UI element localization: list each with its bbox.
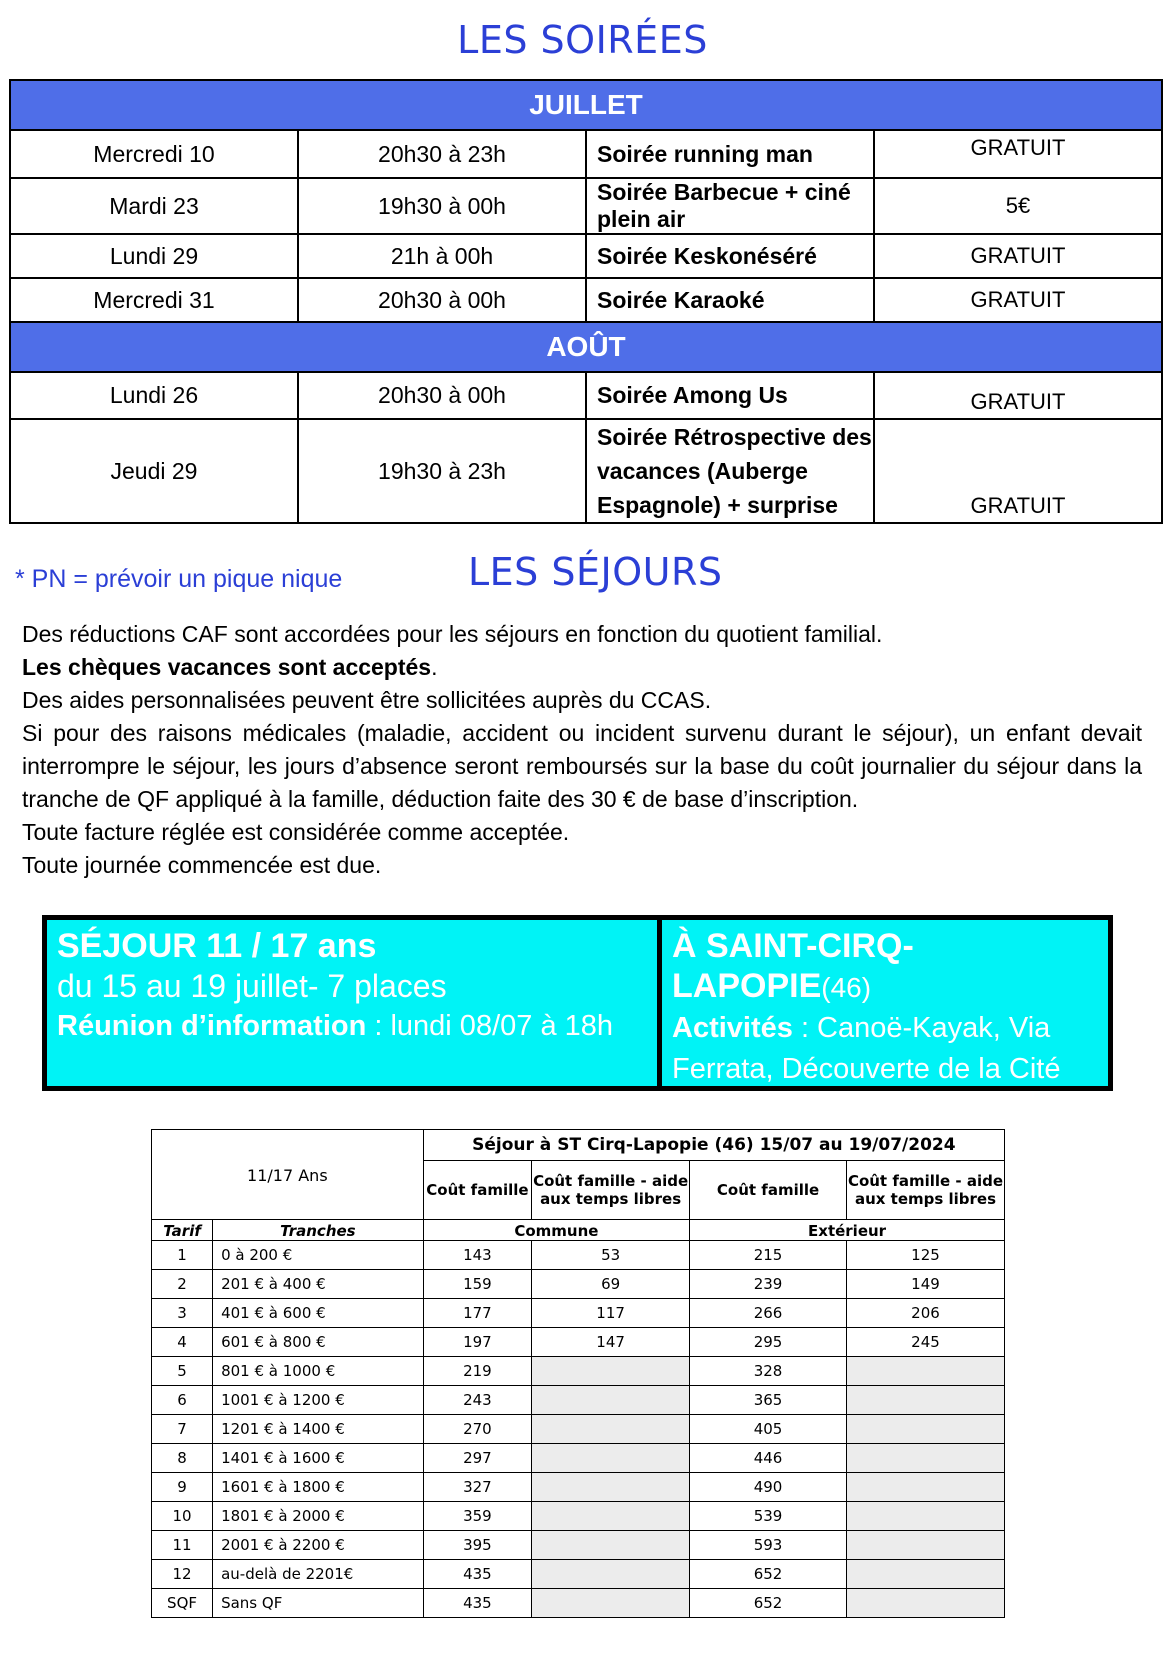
tarif-num: 2 [152,1270,213,1299]
aide-commune [532,1415,690,1444]
soiree-activity: Soirée Karaoké [586,278,874,322]
activities-value: : Canoë-Kayak, Via Ferrata, Découverte de la Cité Médiévale [672,1012,1061,1126]
soiree-activity: Soirée running man [586,130,874,178]
tarif-num: SQF [152,1589,213,1618]
cout-commune: 177 [423,1299,531,1328]
cout-exterieur: 215 [690,1241,847,1270]
tarif-tranche: 1801 € à 2000 € [213,1502,424,1531]
aide-commune: 147 [532,1328,690,1357]
head-exterieur: Extérieur [690,1220,1005,1241]
tarif-row [152,1502,1005,1531]
tarif-row [152,1270,1005,1299]
soiree-row [10,419,1162,523]
aide-exterieur: 125 [847,1241,1005,1270]
pn-note: * PN = prévoir un pique nique [15,565,343,593]
tarif-tranche: 1001 € à 1200 € [213,1386,424,1415]
tarif-num: 11 [152,1531,213,1560]
cout-commune: 297 [423,1444,531,1473]
soiree-day: Mercredi 10 [10,130,298,178]
cheques-bold: Les chèques vacances sont acceptés [22,654,432,680]
aide-exterieur [847,1444,1005,1473]
aide-commune: 117 [532,1299,690,1328]
tarif-row [152,1531,1005,1560]
soiree-price: GRATUIT [874,278,1162,322]
soiree-row [10,372,1162,419]
soiree-row [10,234,1162,278]
info-cheques [22,651,1142,684]
tarif-tranche: 1601 € à 1800 € [213,1473,424,1502]
tarif-row [152,1589,1005,1618]
tarif-tranche: 201 € à 400 € [213,1270,424,1299]
tarif-row [152,1241,1005,1270]
tarif-tranche: 0 à 200 € [213,1241,424,1270]
aide-exterieur: 149 [847,1270,1005,1299]
tarif-table [151,1129,1005,1618]
col-cout-exterieur: Coût famille [690,1161,847,1220]
tarif-num: 12 [152,1560,213,1589]
tarif-tranche: 401 € à 600 € [213,1299,424,1328]
aide-commune: 69 [532,1270,690,1299]
soiree-price: GRATUIT [874,372,1162,419]
tarif-num: 1 [152,1241,213,1270]
sejour-box [42,915,1113,1126]
month-row [10,80,1162,130]
meeting-value: : lundi 08/07 à 18h [366,1010,614,1042]
cout-commune: 435 [423,1589,531,1618]
cout-exterieur: 266 [690,1299,847,1328]
info-ccas: Des aides personnalisées peuvent être sollicitées auprès du CCAS. [22,687,712,713]
tarif-num: 10 [152,1502,213,1531]
soiree-price: GRATUIT [874,234,1162,278]
aide-exterieur [847,1531,1005,1560]
soiree-day: Mardi 23 [10,178,298,234]
cout-exterieur: 490 [690,1473,847,1502]
soiree-row [10,278,1162,322]
cout-commune: 243 [423,1386,531,1415]
aide-commune: 53 [532,1241,690,1270]
box-divider [657,920,662,1086]
sejour-place [672,926,1102,1008]
aide-exterieur [847,1415,1005,1444]
place-dept: (46) [821,972,872,1003]
aide-exterieur [847,1560,1005,1589]
soiree-hours: 20h30 à 00h [298,278,586,322]
aide-commune [532,1473,690,1502]
soiree-day: Lundi 26 [10,372,298,419]
tarif-tranche: Sans QF [213,1589,424,1618]
aide-commune [532,1357,690,1386]
soiree-hours: 19h30 à 23h [298,419,586,523]
cout-exterieur: 539 [690,1502,847,1531]
soiree-price: 5€ [874,178,1162,234]
activities-label: Activités [672,1012,793,1044]
cout-exterieur: 239 [690,1270,847,1299]
aide-exterieur [847,1502,1005,1531]
aide-commune [532,1560,690,1589]
cout-exterieur: 652 [690,1560,847,1589]
cout-commune: 327 [423,1473,531,1502]
soiree-day: Lundi 29 [10,234,298,278]
soiree-price: GRATUIT [874,419,1162,523]
place-name: À SAINT-CIRQ-LAPOPIE [672,927,914,1005]
tarif-tranche: au-delà de 2201€ [213,1560,424,1589]
tarif-num: 4 [152,1328,213,1357]
soiree-price: GRATUIT [874,130,1162,178]
cout-exterieur: 593 [690,1531,847,1560]
sejour-meeting [57,1006,647,1047]
cout-exterieur: 328 [690,1357,847,1386]
aide-commune [532,1502,690,1531]
soiree-day: Jeudi 29 [10,419,298,523]
cout-commune: 359 [423,1502,531,1531]
soiree-hours: 20h30 à 00h [298,372,586,419]
cout-commune: 435 [423,1560,531,1589]
soiree-activity: Soirée Keskonéséré [586,234,874,278]
info-medical: Si pour des raisons médicales (maladie, accident ou incident survenu durant le séjour), un enfant devait interrompre le séjour, les jours d’absence seront remboursés sur la base du coût journalier du séjour dans la tranche de QF appliqué à la famille, déduction faite des 30 € de base d’inscription. [22,720,1142,812]
head-tranches: Tranches [213,1220,424,1241]
aide-commune [532,1531,690,1560]
cout-exterieur: 446 [690,1444,847,1473]
sejour-activities [672,1008,1102,1131]
info-facture: Toute facture réglée est considérée comme acceptée. [22,819,570,845]
soiree-row [10,178,1162,234]
tarif-row [152,1299,1005,1328]
soirees-title: LES SOIRÉES [457,18,708,62]
month-header: JUILLET [10,80,1162,130]
soiree-hours: 19h30 à 00h [298,178,586,234]
cout-exterieur: 295 [690,1328,847,1357]
head-commune: Commune [423,1220,689,1241]
info-caf: Des réductions CAF sont accordées pour les séjours en fonction du quotient familial. [22,621,883,647]
tarif-row [152,1415,1005,1444]
cout-commune: 219 [423,1357,531,1386]
tarif-row [152,1386,1005,1415]
meeting-label: Réunion d’information [57,1010,367,1042]
tarif-num: 3 [152,1299,213,1328]
tarif-num: 9 [152,1473,213,1502]
cout-exterieur: 652 [690,1589,847,1618]
head-tarif: Tarif [152,1220,213,1241]
col-cout-commune: Coût famille [423,1161,531,1220]
sejour-dates: du 15 au 19 juillet- 7 places [57,968,447,1004]
cout-commune: 270 [423,1415,531,1444]
tarif-tranche: 1201 € à 1400 € [213,1415,424,1444]
sejours-info [22,618,1142,882]
tarif-row [152,1560,1005,1589]
tarif-row [152,1328,1005,1357]
aide-commune [532,1444,690,1473]
cheques-end: . [431,654,438,680]
tarif-num: 7 [152,1415,213,1444]
col-aide-exterieur: Coût famille - aide aux temps libres [847,1161,1005,1220]
aide-exterieur [847,1473,1005,1502]
soiree-activity: Soirée Barbecue + ciné plein air [586,178,874,234]
soiree-activity: Soirée Rétrospective des vacances (Auberge Espagnole) + surprise [586,419,874,523]
cout-exterieur: 405 [690,1415,847,1444]
soiree-day: Mercredi 31 [10,278,298,322]
soiree-hours: 20h30 à 23h [298,130,586,178]
month-header: AOÛT [10,322,1162,372]
tarif-tranche: 801 € à 1000 € [213,1357,424,1386]
aide-commune [532,1386,690,1415]
cout-commune: 143 [423,1241,531,1270]
cout-commune: 395 [423,1531,531,1560]
aide-exterieur: 245 [847,1328,1005,1357]
aide-exterieur: 206 [847,1299,1005,1328]
cout-commune: 197 [423,1328,531,1357]
tarif-age: 11/17 Ans [152,1130,424,1220]
tarif-num: 6 [152,1386,213,1415]
tarif-title: Séjour à ST Cirq-Lapopie (46) 15/07 au 19/07/2024 [423,1130,1004,1161]
box-left [57,926,647,1047]
col-aide-commune: Coût famille - aide aux temps libres [532,1161,690,1220]
month-row [10,322,1162,372]
soiree-activity: Soirée Among Us [586,372,874,419]
tarif-row [152,1444,1005,1473]
soiree-row [10,130,1162,178]
tarif-num: 5 [152,1357,213,1386]
box-right [672,926,1102,1131]
info-journee: Toute journée commencée est due. [22,852,382,878]
aide-exterieur [847,1386,1005,1415]
sejours-title: LES SÉJOURS [468,550,723,594]
soirees-table [9,79,1163,524]
tarif-tranche: 1401 € à 1600 € [213,1444,424,1473]
aide-exterieur [847,1357,1005,1386]
tarif-tranche: 2001 € à 2200 € [213,1531,424,1560]
tarif-tranche: 601 € à 800 € [213,1328,424,1357]
tarif-num: 8 [152,1444,213,1473]
tarif-row [152,1357,1005,1386]
sejour-heading: SÉJOUR 11 / 17 ans [57,927,377,965]
tarif-row [152,1473,1005,1502]
cout-commune: 159 [423,1270,531,1299]
soiree-hours: 21h à 00h [298,234,586,278]
aide-commune [532,1589,690,1618]
cout-exterieur: 365 [690,1386,847,1415]
aide-exterieur [847,1589,1005,1618]
